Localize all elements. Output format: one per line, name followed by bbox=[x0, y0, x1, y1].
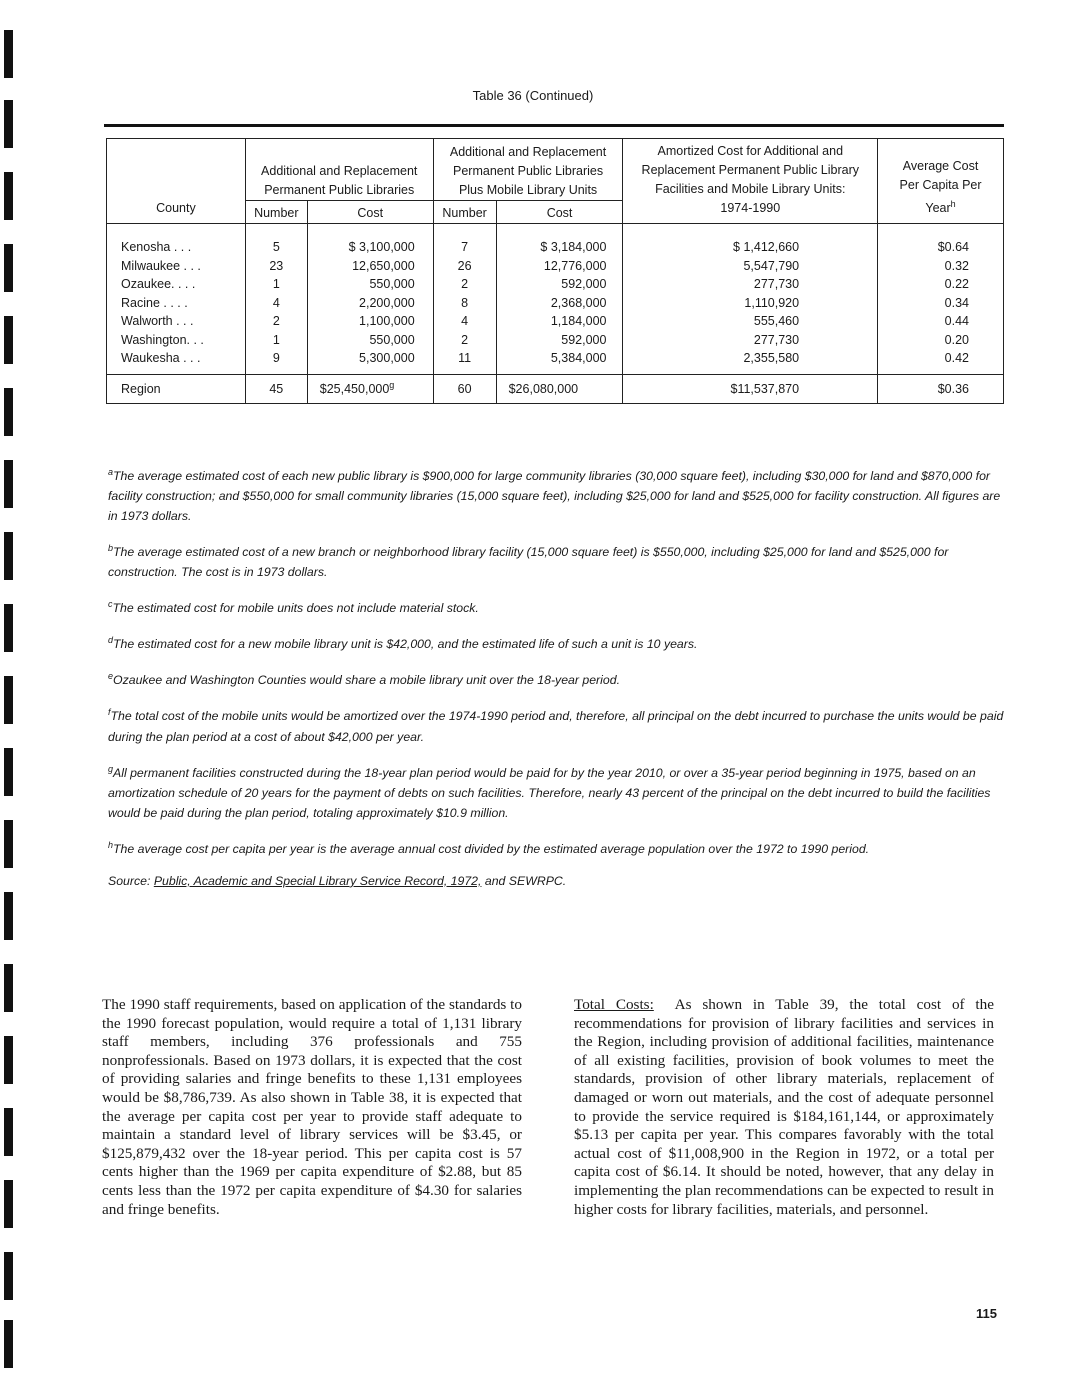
header-cost-2: Cost bbox=[496, 201, 623, 224]
cell-average: 0.44 bbox=[878, 312, 1004, 331]
table-row bbox=[107, 312, 1004, 331]
header-group1: Additional and Replacement Permanent Public Libraries bbox=[245, 139, 433, 201]
footnote-text: All permanent facilities constructed during the 18-year plan period would be paid for by the year 2010, or over a 35-year period beginning in 1975, based on an amortization schedule of 20 years for the payment of debts on such facilities. Therefore, nearly 43 percent of the principal on the debt incurred to build the facilities would be paid during the plan period, totaling approximately $10.9 million. bbox=[108, 765, 991, 820]
cell-cost-1: $ 3,100,000 bbox=[307, 224, 433, 257]
cell-amortized: $ 1,412,660 bbox=[623, 224, 878, 257]
cell-number-2: 7 bbox=[433, 224, 496, 257]
cell-cost-2: $ 3,184,000 bbox=[496, 224, 623, 257]
cell-number-1: 5 bbox=[245, 224, 307, 257]
table-title: Table 36 (Continued) bbox=[472, 88, 594, 103]
cell-cost-1: 5,300,000 bbox=[307, 349, 433, 374]
cell-county: Milwaukee . . . bbox=[121, 258, 201, 273]
footnote-mark: a bbox=[108, 467, 114, 477]
source-title: Public, Academic and Special Library Service Record, 1972, bbox=[153, 873, 482, 888]
header-average bbox=[878, 139, 1004, 224]
header-amortized: Amortized Cost for Additional and Replacement Permanent Public Library Facilities and Mobile Library Units: 1974-1990 bbox=[623, 139, 878, 224]
cell-cost-1 bbox=[307, 374, 433, 403]
table-row bbox=[107, 257, 1004, 276]
source-label: Source: bbox=[108, 873, 151, 888]
binding-marks bbox=[0, 0, 40, 1380]
cell-average: $0.64 bbox=[878, 224, 1004, 257]
footnote-g bbox=[108, 759, 1006, 823]
cell-number-1: 2 bbox=[245, 312, 307, 331]
table-row-region bbox=[107, 374, 1004, 403]
source-note bbox=[108, 871, 1006, 891]
cell-number-1: 1 bbox=[245, 275, 307, 294]
body-right-column bbox=[574, 996, 994, 1219]
cost-table bbox=[106, 138, 1004, 404]
cell-cost-1: 1,100,000 bbox=[307, 312, 433, 331]
cell-county: Walworth . . . bbox=[121, 314, 194, 328]
footnote-text: The estimated cost for a new mobile library unit is $42,000, and the estimated life of such a unit is 10 years. bbox=[113, 637, 698, 652]
cell-cost-1-value: $25,450,000 bbox=[319, 382, 390, 397]
table-total bbox=[107, 374, 1004, 403]
footnote-mark: c bbox=[108, 599, 113, 610]
footnote-text: The estimated cost for mobile units does not include material stock. bbox=[112, 601, 479, 616]
cell-number-2: 11 bbox=[433, 349, 496, 374]
total-costs-text: As shown in Table 39, the total cost of the recommendations for provision of library facilities and services in the Region, including provision of additional facilities, maintenance of all existing facilities, provision of book volumes to meet the standards, provision of other library materials, replacement of damaged or worn out materials, and the cost of adequate personnel to provide the service required is $184,161,144, or approximately $5.13 per capita per year. This compares favorably with the total actual cost of $11,008,900 in the Region in 1972, or a total per capita cost of $6.14. It should be noted, however, that any delay in implementing the plan recommendations can be expected to result in higher costs for library facilities, materials, and personnel. bbox=[574, 996, 994, 1218]
top-rule bbox=[104, 124, 1004, 127]
table-body bbox=[107, 224, 1004, 375]
cell-amortized: $11,537,870 bbox=[623, 374, 878, 403]
cell-amortized: 2,355,580 bbox=[623, 349, 878, 374]
header-number-2: Number bbox=[433, 201, 496, 224]
table-row bbox=[107, 349, 1004, 374]
cell-cost-2: 592,000 bbox=[496, 275, 623, 294]
cell-amortized: 555,460 bbox=[623, 312, 878, 331]
cell-county: Ozaukee. . . . bbox=[121, 277, 196, 291]
footnote-mark: d bbox=[108, 635, 114, 646]
footnote-b bbox=[108, 538, 1006, 582]
cell-cost-2: 1,184,000 bbox=[496, 312, 623, 331]
cell-county: Waukesha . . . bbox=[121, 351, 201, 365]
footnote-text: The average estimated cost of each new public library is $900,000 for large community libraries (30,000 square feet), including $30,000 for land and $870,000 for facility construction; and $550,000 for small community libraries (15,000 square feet), including $25,000 for land and $525,000 for facility construction. All figures are in 1973 dollars. bbox=[108, 469, 1001, 524]
header-number-1: Number bbox=[245, 201, 307, 224]
cell-cost-1: 2,200,000 bbox=[307, 294, 433, 313]
cell-number-1: 4 bbox=[245, 294, 307, 313]
footnote-list bbox=[108, 462, 1006, 859]
footnote-text: The total cost of the mobile units would be amortized over the 1974-1990 period and, therefore, all principal on the debt incurred to purchase the units would be paid during the plan period at a cost of about $42,000 per year. bbox=[108, 709, 1004, 744]
cell-amortized: 277,730 bbox=[623, 331, 878, 350]
table-row bbox=[107, 275, 1004, 294]
total-costs-heading: Total Costs: bbox=[574, 996, 654, 1013]
cell-cost-2: 12,776,000 bbox=[496, 257, 623, 276]
cell-cost-1-sup: g bbox=[389, 380, 395, 391]
cell-number-1: 1 bbox=[245, 331, 307, 350]
footnote-c bbox=[108, 594, 1006, 618]
table-row bbox=[107, 294, 1004, 313]
footnote-mark: f bbox=[108, 707, 111, 718]
table-row bbox=[107, 224, 1004, 257]
footnote-mark: b bbox=[108, 543, 114, 554]
cell-average: 0.34 bbox=[878, 294, 1004, 313]
cell-county: Region bbox=[107, 374, 246, 403]
footnote-e bbox=[108, 666, 1006, 690]
header-cost-1: Cost bbox=[307, 201, 433, 224]
cell-cost-1: 550,000 bbox=[307, 331, 433, 350]
cell-cost-1: 12,650,000 bbox=[307, 257, 433, 276]
footnote-text: The average cost per capita per year is the average annual cost divided by the estimated average population over the 1972 to 1990 period. bbox=[113, 841, 870, 856]
cell-number-2: 4 bbox=[433, 312, 496, 331]
cell-cost-2: 592,000 bbox=[496, 331, 623, 350]
cell-number-1: 9 bbox=[245, 349, 307, 374]
cell-county: Kenosha . . . bbox=[121, 240, 192, 254]
cell-average: 0.42 bbox=[878, 349, 1004, 374]
page-number: 115 bbox=[976, 1306, 997, 1321]
cell-cost-2: 2,368,000 bbox=[496, 294, 623, 313]
cell-number-1: 45 bbox=[245, 374, 307, 403]
cell-amortized: 1,110,920 bbox=[623, 294, 878, 313]
table-row bbox=[107, 331, 1004, 350]
cell-number-2: 26 bbox=[433, 257, 496, 276]
footnote-mark: h bbox=[108, 839, 114, 850]
cell-cost-1: 550,000 bbox=[307, 275, 433, 294]
footnote-f bbox=[108, 702, 1006, 746]
body-left-column: The 1990 staff requirements, based on application of the standards to the 1990 forecast population, would require a total of 1,131 library staff members, including 376 professionals and 755 nonprofessionals. Based on 1973 dollars, it is expected that the cost of providing salaries and fringe benefits to these 1,131 employees would be $8,786,739. As also shown in Table 38, it is expected that the average per capita cost per year to provide staff adequate to maintain a standard level of library services will be $3.45, or $125,879,432 over the 18-year period. This per capita cost is 57 cents higher than the 1969 per capita expenditure of $2.88, but 85 cents less than the 1972 per capita expenditure of $4.30 for salaries and fringe benefits. bbox=[102, 996, 522, 1218]
footnote-mark: g bbox=[108, 763, 114, 774]
header-county: County bbox=[107, 139, 246, 224]
cell-number-2: 8 bbox=[433, 294, 496, 313]
footnote-a bbox=[108, 462, 1006, 526]
header-average-text: Average Cost Per Capita Per Year bbox=[899, 158, 982, 215]
cell-average: 0.22 bbox=[878, 275, 1004, 294]
cell-number-1: 23 bbox=[245, 257, 307, 276]
header-group2: Additional and Replacement Permanent Public Libraries Plus Mobile Library Units bbox=[433, 139, 623, 201]
cell-county: Washington. . . bbox=[121, 332, 204, 347]
cell-average: $0.36 bbox=[878, 374, 1004, 403]
cell-county: Racine . . . . bbox=[121, 295, 188, 310]
source-rest: and SEWRPC. bbox=[484, 873, 567, 888]
cell-amortized: 5,547,790 bbox=[623, 257, 878, 276]
header-average-sup: h bbox=[950, 198, 956, 209]
footnote-text: The average estimated cost of a new branch or neighborhood library facility (15,000 square feet) is $550,000, including $25,000 for land and $525,000 for construction. The cost is in 1973 dollars. bbox=[108, 545, 949, 580]
footnote-d bbox=[108, 630, 1006, 654]
footnote-text: Ozaukee and Washington Counties would share a mobile library unit over the 18-year period. bbox=[113, 673, 620, 688]
cell-cost-2: 5,384,000 bbox=[496, 349, 623, 374]
cell-cost-2: $26,080,000 bbox=[496, 374, 623, 403]
cell-average: 0.32 bbox=[878, 257, 1004, 276]
footnotes bbox=[108, 462, 1006, 903]
cell-number-2: 60 bbox=[433, 374, 496, 403]
footnote-mark: e bbox=[108, 671, 114, 682]
footnote-h bbox=[108, 835, 1006, 859]
cell-number-2: 2 bbox=[433, 275, 496, 294]
cell-number-2: 2 bbox=[433, 331, 496, 350]
cell-average: 0.20 bbox=[878, 331, 1004, 350]
cell-amortized: 277,730 bbox=[623, 275, 878, 294]
